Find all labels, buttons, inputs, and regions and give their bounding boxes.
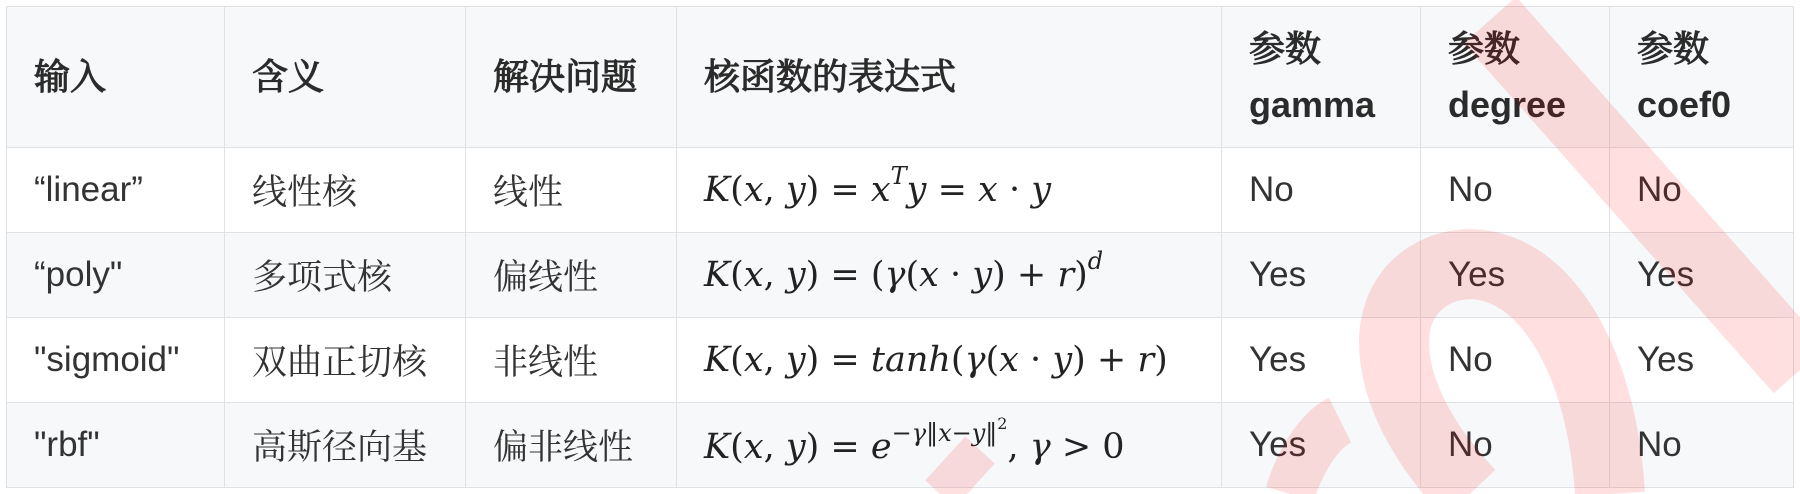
cell-problem: 偏线性 (466, 233, 677, 318)
kernel-table (6, 6, 1794, 488)
formula-linear: K(x, $y) = x^Ty = x \cdot y$ (677, 148, 1222, 233)
cell-problem: 非线性 (466, 318, 677, 403)
table-row (7, 233, 1794, 318)
header-input: 输入 (7, 7, 225, 148)
formula-rbf: K(x, $y) = e^{-\gamma‖x-y‖^2}$, γ > 0 (677, 403, 1222, 488)
cell-coef0: Yes (1610, 318, 1794, 403)
formula-poly: K(x, $y) = (\gamma(x \cdot y) + r)^d$ (677, 233, 1222, 318)
cell-meaning: 线性核 (225, 148, 466, 233)
cell-gamma: No (1222, 148, 1421, 233)
header-problem: 解决问题 (466, 7, 677, 148)
cell-coef0: No (1610, 403, 1794, 488)
cell-input: "rbf" (7, 403, 225, 488)
header-degree-line1: 参数 (1448, 28, 1521, 69)
header-gamma-line2: gamma (1249, 84, 1376, 125)
cell-degree: No (1421, 148, 1610, 233)
table-row (7, 403, 1794, 488)
table-header-row (7, 7, 1794, 148)
cell-input: “linear” (7, 148, 225, 233)
cell-input: "sigmoid" (7, 318, 225, 403)
header-coef0-line1: 参数 (1637, 28, 1710, 69)
table-row (7, 318, 1794, 403)
cell-coef0: Yes (1610, 233, 1794, 318)
header-degree (1421, 7, 1610, 148)
header-expression: 核函数的表达式 (677, 7, 1222, 148)
table-row (7, 148, 1794, 233)
cell-meaning: 双曲正切核 (225, 318, 466, 403)
cell-gamma: Yes (1222, 403, 1421, 488)
cell-degree: No (1421, 318, 1610, 403)
header-degree-line2: degree (1448, 84, 1567, 125)
header-meaning: 含义 (225, 7, 466, 148)
header-gamma (1222, 7, 1421, 148)
header-coef0 (1610, 7, 1794, 148)
cell-gamma: Yes (1222, 233, 1421, 318)
cell-problem: 偏非线性 (466, 403, 677, 488)
cell-meaning: 多项式核 (225, 233, 466, 318)
formula-sigmoid: K(x, y) = tanh(γ(x · y) + r) (677, 318, 1222, 403)
header-gamma-line1: 参数 (1249, 28, 1322, 69)
cell-input: “poly" (7, 233, 225, 318)
header-coef0-line2: coef0 (1637, 84, 1732, 125)
cell-degree: No (1421, 403, 1610, 488)
cell-degree: Yes (1421, 233, 1610, 318)
cell-coef0: No (1610, 148, 1794, 233)
cell-meaning: 高斯径向基 (225, 403, 466, 488)
cell-gamma: Yes (1222, 318, 1421, 403)
cell-problem: 线性 (466, 148, 677, 233)
